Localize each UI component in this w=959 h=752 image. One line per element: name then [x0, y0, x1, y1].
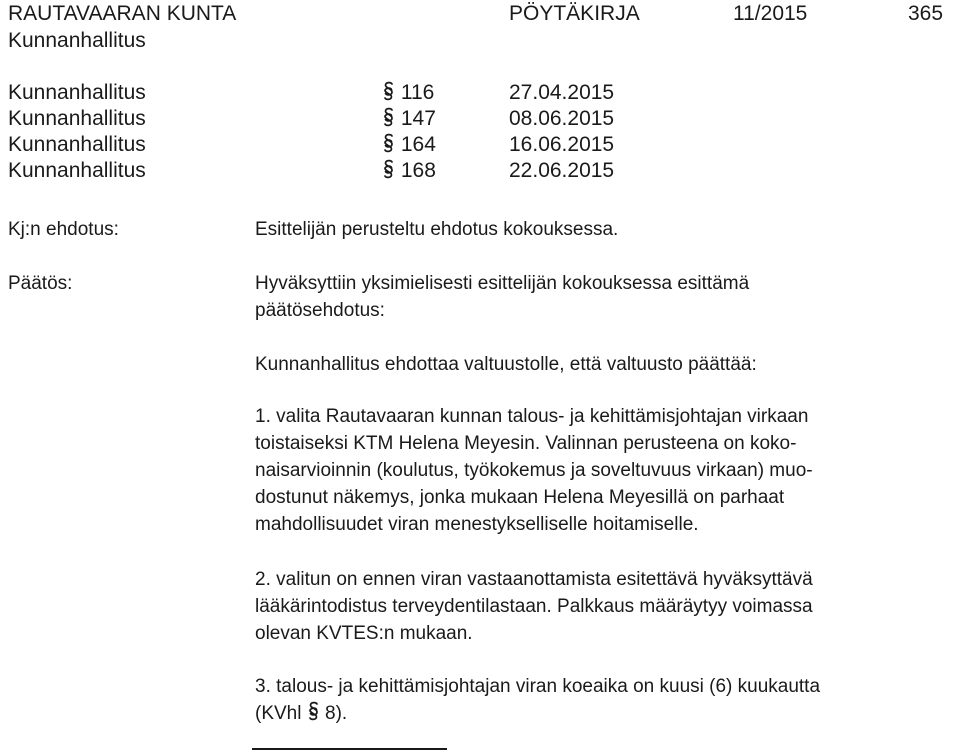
- item-line: naisarvioinnin (koulutus, työkokemus ja soveltuvuus virkaan) muo-: [255, 460, 813, 481]
- section-sign-icon: [382, 107, 395, 127]
- decision-item-2: [255, 566, 945, 647]
- history-section: [382, 106, 436, 132]
- proposal-label: Kj:n ehdotus:: [8, 219, 119, 240]
- document-number: 11/2015: [733, 2, 808, 25]
- history-org: Kunnanhallitus: [8, 133, 146, 156]
- proposal-text: Esittelijän perusteltu ehdotus kokouksessa.: [255, 219, 619, 240]
- history-date: 16.06.2015: [509, 133, 615, 156]
- section-sign-icon: [307, 701, 320, 721]
- decision-text: [255, 270, 945, 324]
- section-sign-icon: [382, 133, 395, 153]
- item-line: 1. valita Rautavaaran kunnan talous- ja kehittämisjohtajan virkaan: [255, 406, 809, 427]
- item-line: [255, 700, 945, 727]
- decision-line: Hyväksyttiin yksimielisesti esittelijän kokouksessa esittämä: [255, 273, 750, 294]
- page-number: 365: [908, 2, 944, 25]
- body-name: Kunnanhallitus: [8, 29, 146, 52]
- item-line: toistaiseksi KTM Helena Meyesin. Valinnan perusteena on koko-: [255, 433, 797, 454]
- history-section-number: 168: [400, 159, 436, 182]
- history-date: 08.06.2015: [509, 107, 615, 130]
- history-org: Kunnanhallitus: [8, 107, 146, 130]
- history-date: 22.06.2015: [509, 159, 615, 182]
- item-line: lääkärintodistus terveydentilastaan. Palkkaus määräytyy voimassa: [255, 596, 813, 617]
- history-section-number: 116: [400, 81, 435, 104]
- section-sign-icon: [382, 159, 395, 179]
- history-section-number: 164: [400, 133, 436, 156]
- item-text: 8).: [325, 703, 348, 724]
- item-text: (KVhl: [255, 703, 302, 724]
- history-section: [382, 158, 436, 184]
- decision-item-1: [255, 403, 945, 538]
- item-line: dostunut näkemys, jonka mukaan Helena Meyesillä on parhaat: [255, 487, 785, 508]
- history-section: [382, 80, 434, 106]
- item-line: 2. valitun on ennen viran vastaanottamista esitettävä hyväksyttävä: [255, 569, 813, 590]
- history-org: Kunnanhallitus: [8, 159, 146, 182]
- decision-intro: Kunnanhallitus ehdottaa valtuustolle, että valtuusto päättää:: [255, 354, 757, 375]
- municipality-name: RAUTAVAARAN KUNTA: [8, 2, 237, 25]
- section-sign-icon: [382, 81, 395, 101]
- document-type: PÖYTÄKIRJA: [509, 2, 640, 25]
- item-line: 3. talous- ja kehittämisjohtajan viran koeaika on kuusi (6) kuukautta: [255, 676, 821, 697]
- item-line: olevan KVTES:n mukaan.: [255, 623, 473, 644]
- decision-item-3: [255, 673, 945, 727]
- decision-label: Päätös:: [8, 273, 73, 294]
- decision-line: päätösehdotus:: [255, 300, 385, 321]
- item-line: mahdollisuudet viran menestykselliselle hoitamiselle.: [255, 514, 699, 535]
- history-section: [382, 132, 436, 158]
- signature-divider: [252, 748, 447, 750]
- history-section-number: 147: [400, 107, 436, 130]
- history-org: Kunnanhallitus: [8, 81, 146, 104]
- history-date: 27.04.2015: [509, 81, 615, 104]
